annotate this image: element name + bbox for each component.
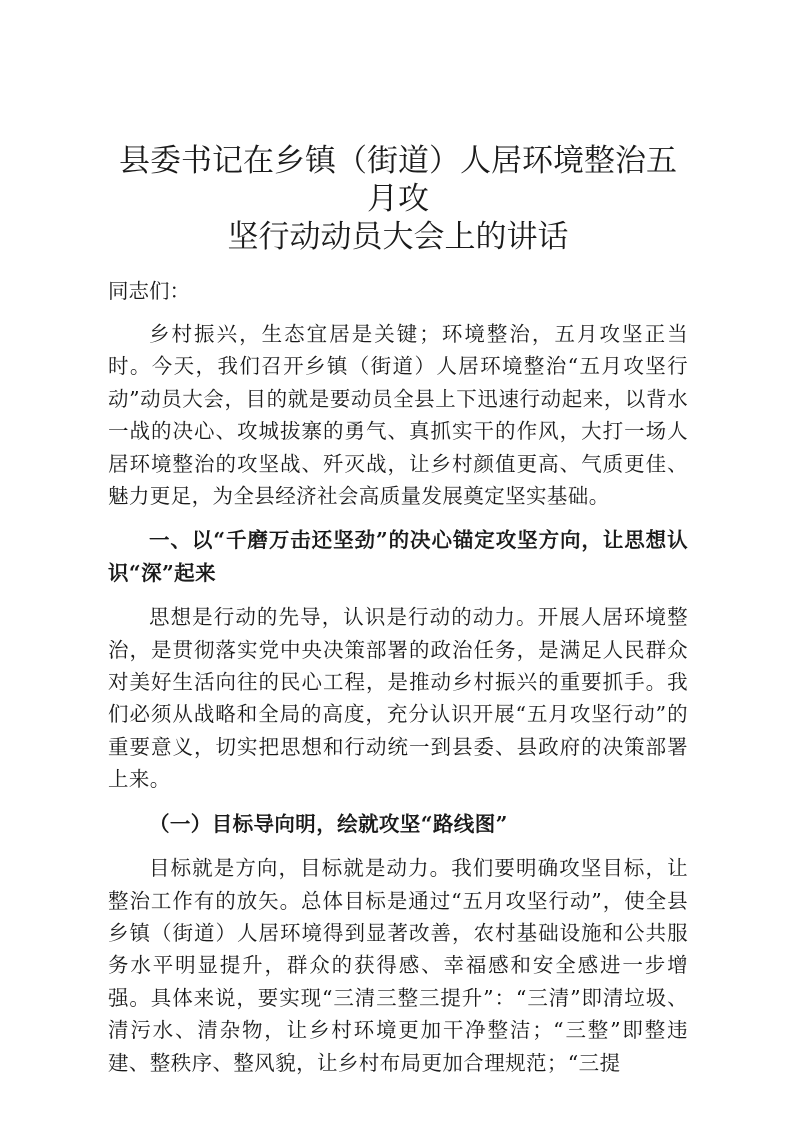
title-line-1: 县委书记在乡镇（街道）人居环境整治五月攻: [119, 143, 677, 217]
title-line-2: 坚行动动员大会上的讲话: [227, 219, 569, 255]
document-page: [108, 142, 688, 1079]
section-1-heading: 一、以“千磨万击还坚劲”的决心锚定攻坚方向，让思想认识“深”起来: [108, 528, 688, 585]
subsection-1-heading: （一）目标导向明，绘就攻坚“路线图”: [149, 811, 508, 836]
section-1-paragraph: 思想是行动的先导，认识是行动的动力。开展人居环境整治，是贯彻落实党中央决策部署的政治任务，是满足人民群众对美好生活向往的民心工程，是推动乡村振兴的重要抓手。我们必须从战略和全局的高度，充分认识开展“五月攻坚行动”的重要意义，切实把思想和行动统一到县委、县政府的决策部署上来。: [108, 605, 688, 792]
subsection-1-paragraph: 目标就是方向，目标就是动力。我们要明确攻坚目标，让整治工作有的放矢。总体目标是通过“五月攻坚行动”，使全县乡镇（街道）人居环境得到显著改善，农村基础设施和公共服务水平明显提升，群众的获得感、幸福感和安全感进一步增强。具体来说，要实现“三清三整三提升”：“三清”即清垃圾、清污水、清杂物，让乡村环境更加干净整洁；“三整”即整违建、整秩序、整风貌，让乡村布局更加合理规范；“三提: [108, 856, 688, 1075]
intro-paragraph: 乡村振兴，生态宜居是关键；环境整治，五月攻坚正当时。今天，我们召开乡镇（街道）人居环境整治“五月攻坚行动”动员大会，目的就是要动员全县上下迅速行动起来，以背水一战的决心、攻城拔寨的勇气、真抓实干的作风，大打一场人居环境整治的攻坚战、歼灭战，让乡村颜值更高、气质更佳、魅力更足，为全县经济社会高质量发展奠定坚实基础。: [108, 322, 688, 509]
salutation: 同志们：: [108, 279, 190, 303]
document-title: [108, 142, 688, 256]
